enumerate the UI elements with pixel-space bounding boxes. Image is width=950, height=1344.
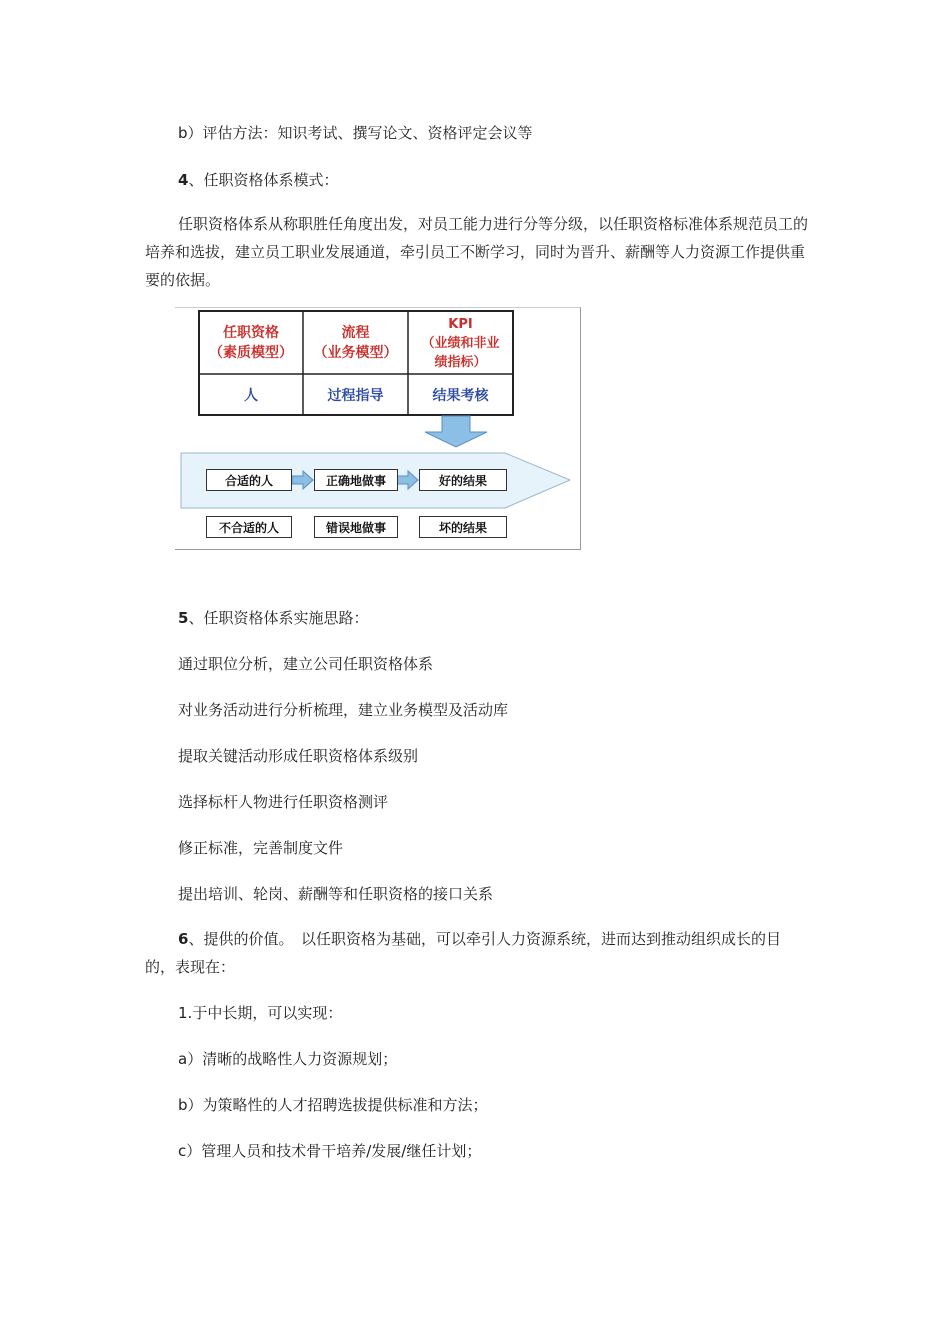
- section-6-number: 6: [178, 930, 189, 948]
- section-5-number: 5: [178, 609, 189, 627]
- cell-process-guidance: 过程指导: [327, 388, 384, 404]
- header-process: [303, 313, 408, 373]
- mid-long-term-number: 1.: [178, 1004, 193, 1022]
- section-5-title: 、任职资格体系实施思路：: [188, 609, 369, 627]
- value-item-a: a）清晰的战略性人力资源规划；: [178, 1050, 398, 1068]
- section-5-heading: [178, 608, 368, 628]
- flow-box-do-right: 正确地做事: [314, 469, 398, 491]
- value-item-b: b）为策略性的人才招聘选拔提供标准和方法；: [178, 1096, 488, 1114]
- list-item: 提取关键活动形成任职资格体系级别: [178, 747, 419, 765]
- list-item: 选择标杆人物进行任职资格测评: [178, 793, 389, 811]
- flow-box-good-result: 好的结果: [419, 469, 507, 491]
- header-kpi-line-3: 绩指标）: [434, 354, 487, 370]
- qualification-model-diagram: [175, 307, 581, 550]
- bad-box-bad-result: 坏的结果: [419, 516, 507, 538]
- section-6-paragraph: [145, 925, 810, 981]
- header-process-line-2: （业务模型）: [313, 345, 398, 361]
- header-process-line-1: 流程: [341, 325, 370, 341]
- bad-box-do-wrong: 错误地做事: [314, 516, 398, 538]
- header-qualification-line-1: 任职资格: [223, 325, 279, 341]
- mid-long-term-heading: [178, 1003, 342, 1023]
- list-item: 提出培训、轮岗、薪酬等和任职资格的接口关系: [178, 885, 494, 903]
- header-kpi-line-1: KPI: [448, 316, 473, 332]
- bad-box-wrong-person: 不合适的人: [206, 516, 292, 538]
- header-qualification: [199, 313, 303, 373]
- section-4-heading: [178, 170, 338, 190]
- mid-long-term-title: 于中长期，可以实现：: [192, 1004, 343, 1022]
- list-item: 通过职位分析，建立公司任职资格体系: [178, 655, 434, 673]
- section-4-title: 、任职资格体系模式：: [188, 171, 339, 189]
- cell-person: 人: [244, 388, 258, 404]
- cell-result-assessment: 结果考核: [432, 388, 489, 404]
- list-item: 修正标准，完善制度文件: [178, 839, 344, 857]
- section-6-text: 、提供的价值。 以任职资格为基础，可以牵引人力资源系统，进而达到推动组织成长的目的，表现在：: [145, 930, 781, 976]
- header-kpi: [408, 312, 513, 374]
- eval-method-text: b）评估方法：知识考试、撰写论文、资格评定会议等: [178, 124, 533, 142]
- section-4-number: 4: [178, 171, 189, 189]
- section-4-paragraph: 任职资格体系从称职胜任角度出发，对员工能力进行分等分级，以任职资格标准体系规范员工的培养和选拔，建立员工职业发展通道，牵引员工不断学习，同时为晋升、薪酬等人力资源工作提供重要的依据。: [145, 215, 809, 289]
- down-arrow-icon: [425, 416, 487, 447]
- flow-box-right-person: 合适的人: [206, 469, 292, 491]
- list-item: 对业务活动进行分析梳理，建立业务模型及活动库: [178, 701, 509, 719]
- header-qualification-line-2: （素质模型）: [209, 345, 293, 361]
- eval-method-line: [178, 123, 533, 143]
- value-item-c: c）管理人员和技术骨干培养/发展/继任计划；: [178, 1142, 482, 1160]
- header-kpi-line-2: （业绩和非业: [421, 335, 500, 351]
